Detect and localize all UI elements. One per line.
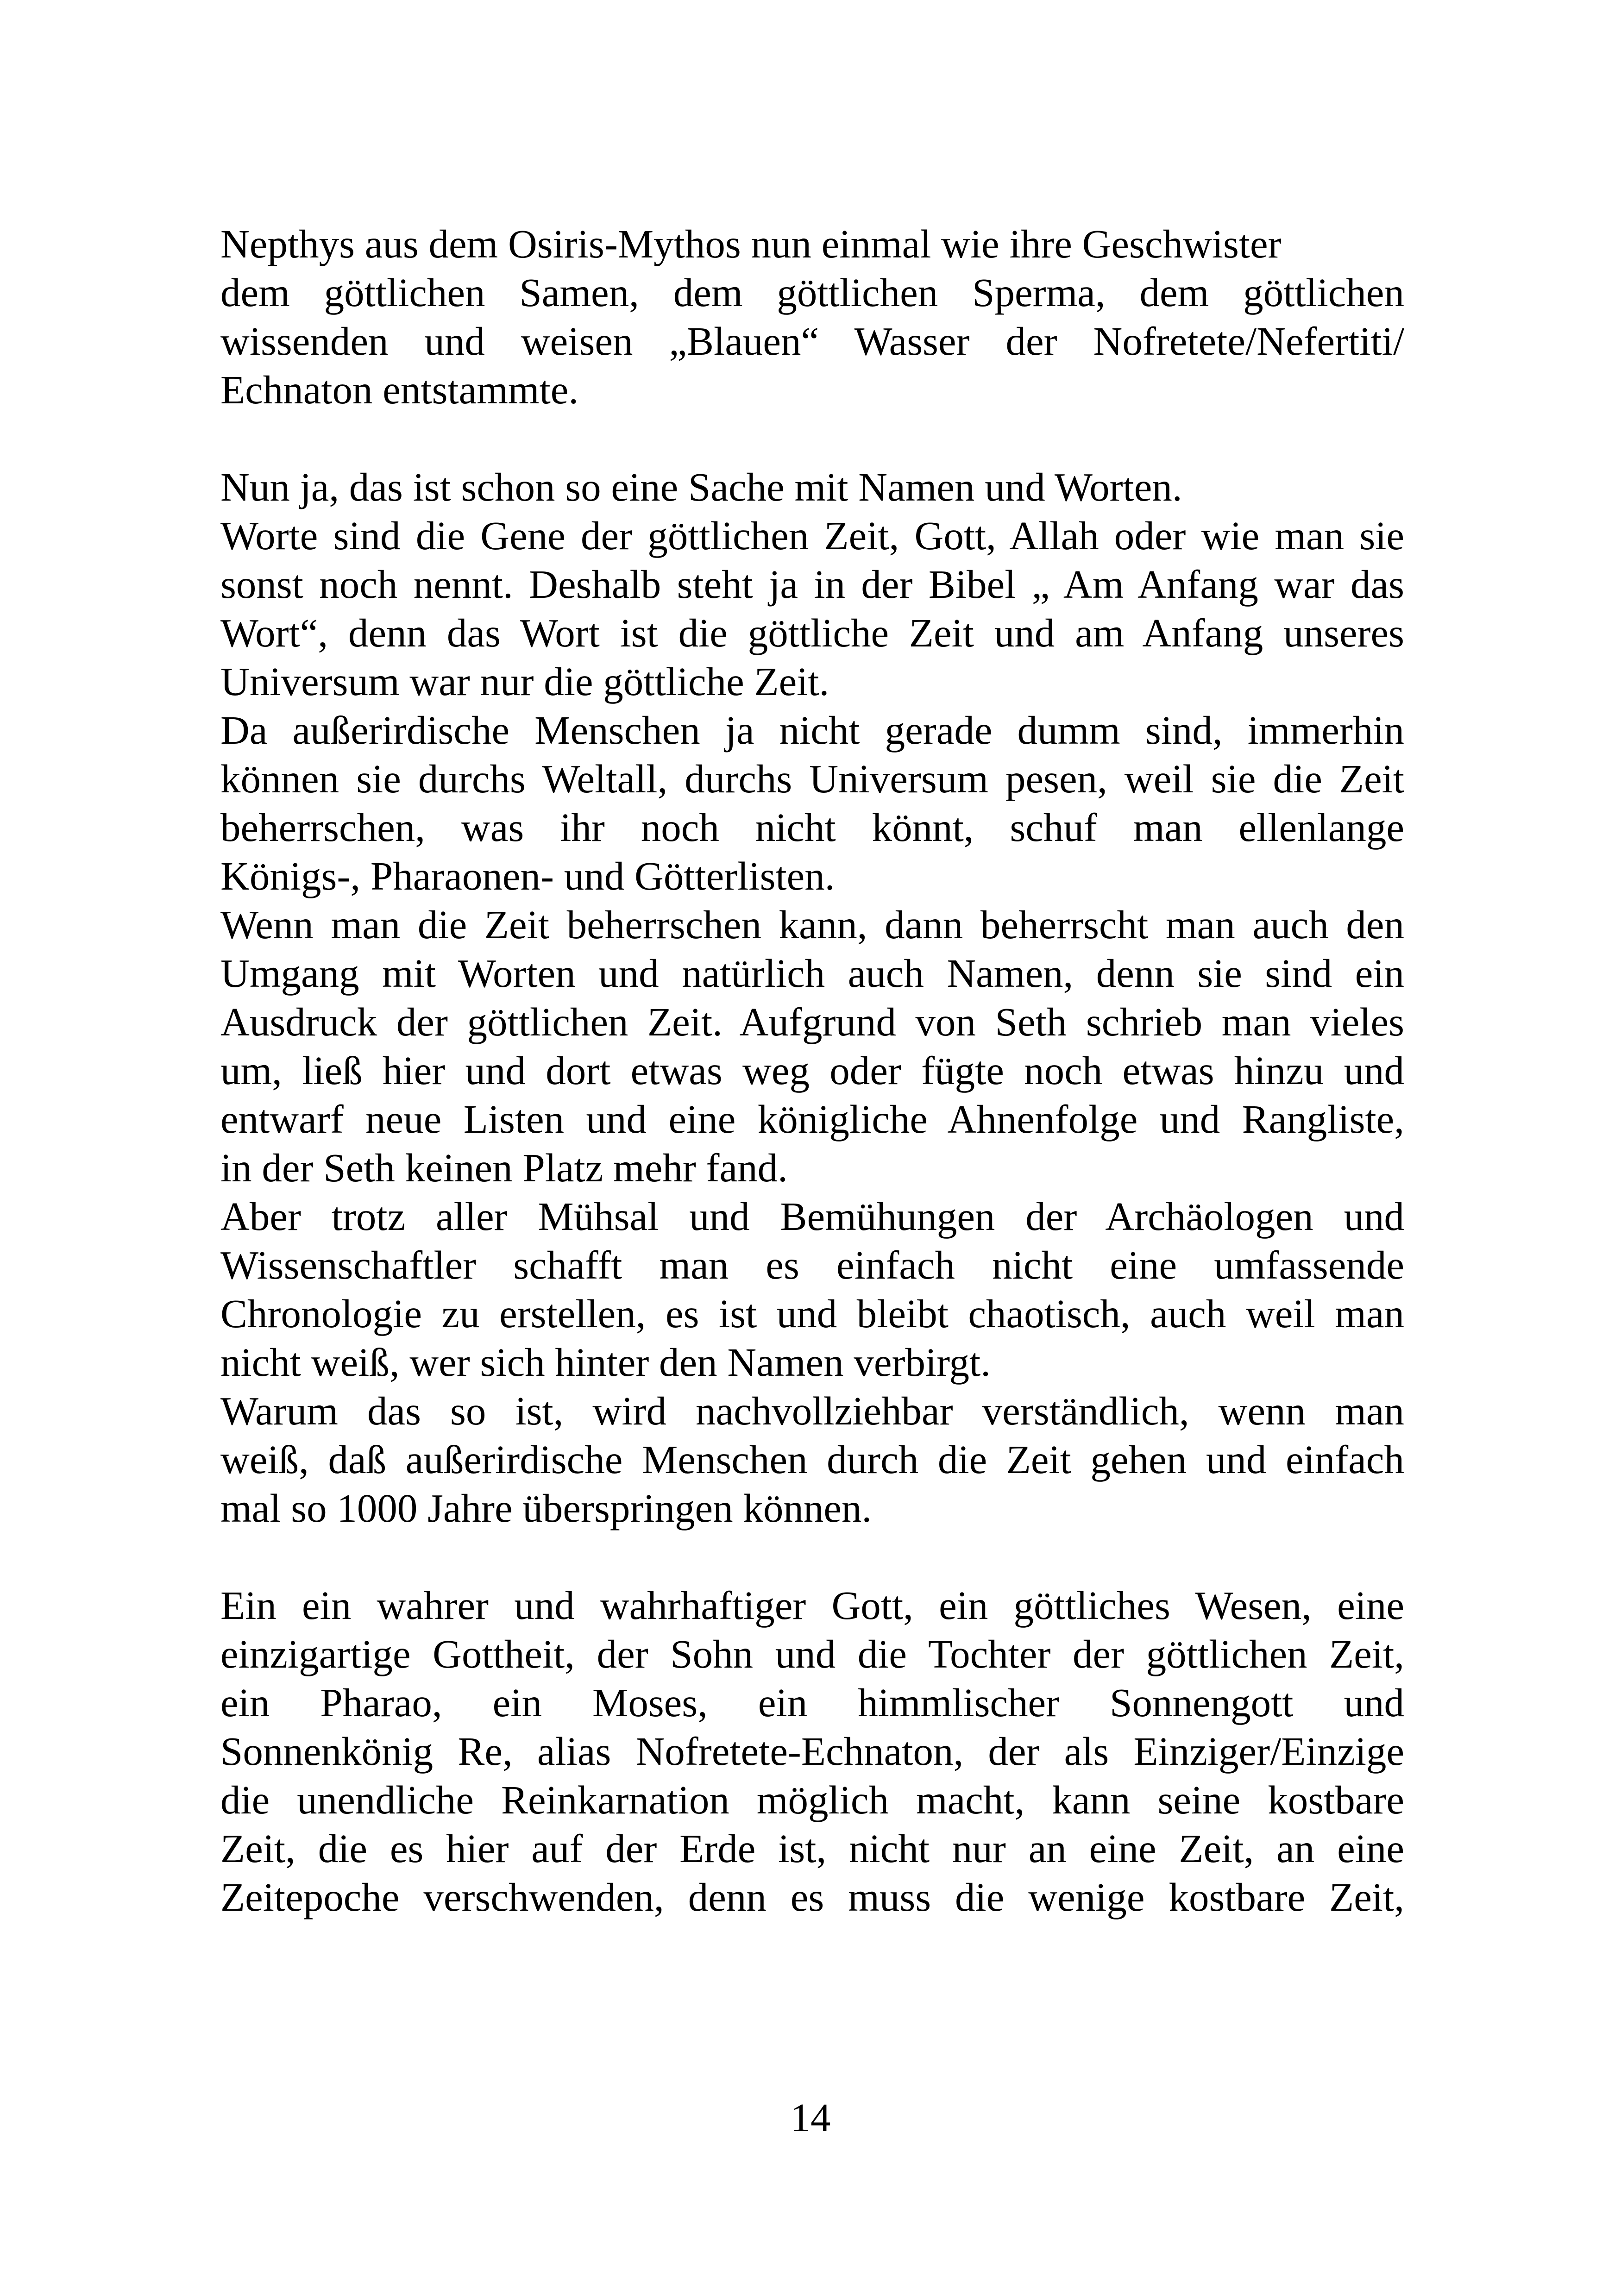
paragraph-gap xyxy=(220,1532,1404,1581)
text-line: weiß, daß außerirdische Menschen durch die Zeit gehen und einfach xyxy=(220,1437,1404,1482)
text-line: beherrschen, was ihr noch nicht könnt, schuf man ellenlange xyxy=(220,805,1404,850)
text-line: in der Seth keinen Platz mehr fand. xyxy=(220,1145,788,1190)
text-line: Universum war nur die göttliche Zeit. xyxy=(220,659,829,704)
text-line: Ausdruck der göttlichen Zeit. Aufgrund von Seth schrieb man vieles xyxy=(220,999,1404,1044)
text-line: wissenden und weisen „Blauen“ Wasser der Nofretete/Nefertiti/ xyxy=(220,319,1404,364)
paragraph xyxy=(220,220,1404,414)
text-line: Ein ein wahrer und wahrhaftiger Gott, ein göttliches Wesen, eine xyxy=(220,1583,1404,1628)
paragraph xyxy=(220,463,1404,1532)
paragraph-gap xyxy=(220,414,1404,463)
text-line: Wort“, denn das Wort ist die göttliche Zeit und am Anfang unseres xyxy=(220,610,1404,655)
body-text xyxy=(220,220,1404,1921)
text-line: Aber trotz aller Mühsal und Bemühungen der Archäologen und xyxy=(220,1194,1404,1239)
text-line: Wenn man die Zeit beherrschen kann, dann beherrscht man auch den xyxy=(220,902,1404,947)
text-line: einzigartige Gottheit, der Sohn und die Tochter der göttlichen Zeit, xyxy=(220,1631,1404,1676)
text-line: Zeit, die es hier auf der Erde ist, nicht nur an eine Zeit, an eine xyxy=(220,1826,1404,1871)
text-line: ein Pharao, ein Moses, ein himmlischer Sonnengott und xyxy=(220,1680,1404,1725)
page-number: 14 xyxy=(790,2095,831,2140)
text-line: Warum das so ist, wird nachvollziehbar verständlich, wenn man xyxy=(220,1388,1404,1433)
text-line: Zeitepoche verschwenden, denn es muss die wenige kostbare Zeit, xyxy=(220,1875,1404,1920)
text-line: Umgang mit Worten und natürlich auch Namen, denn sie sind ein xyxy=(220,951,1404,996)
text-line: um, ließ hier und dort etwas weg oder fügte noch etwas hinzu und xyxy=(220,1048,1404,1093)
text-line: dem göttlichen Samen, dem göttlichen Sperma, dem göttlichen xyxy=(220,270,1404,315)
text-line: können sie durchs Weltall, durchs Universum pesen, weil sie die Zeit xyxy=(220,756,1404,801)
text-line: Chronologie zu erstellen, es ist und bleibt chaotisch, auch weil man xyxy=(220,1291,1404,1336)
text-line: Nepthys aus dem Osiris-Mythos nun einmal wie ihre Geschwister xyxy=(220,221,1282,266)
text-line: Wissenschaftler schafft man es einfach nicht eine umfassende xyxy=(220,1242,1404,1287)
text-line: mal so 1000 Jahre überspringen können. xyxy=(220,1486,872,1531)
text-line: nicht weiß, wer sich hinter den Namen verbirgt. xyxy=(220,1340,991,1385)
text-line: Da außerirdische Menschen ja nicht gerade dumm sind, immerhin xyxy=(220,708,1404,753)
text-line: entwarf neue Listen und eine königliche Ahnenfolge und Rangliste, xyxy=(220,1097,1404,1142)
text-line: Worte sind die Gene der göttlichen Zeit, Gott, Allah oder wie man sie xyxy=(220,513,1404,558)
text-line: Echnaton entstammte. xyxy=(220,367,579,412)
text-line: Königs-, Pharaonen- und Götterlisten. xyxy=(220,853,835,898)
text-line: sonst noch nennt. Deshalb steht ja in der Bibel „ Am Anfang war das xyxy=(220,562,1404,607)
text-line: die unendliche Reinkarnation möglich macht, kann seine kostbare xyxy=(220,1777,1404,1822)
paragraph xyxy=(220,1581,1404,1921)
text-line: Sonnenkönig Re, alias Nofretete-Echnaton, der als Einziger/Einzige xyxy=(220,1729,1404,1774)
text-line: Nun ja, das ist schon so eine Sache mit Namen und Worten. xyxy=(220,464,1182,509)
